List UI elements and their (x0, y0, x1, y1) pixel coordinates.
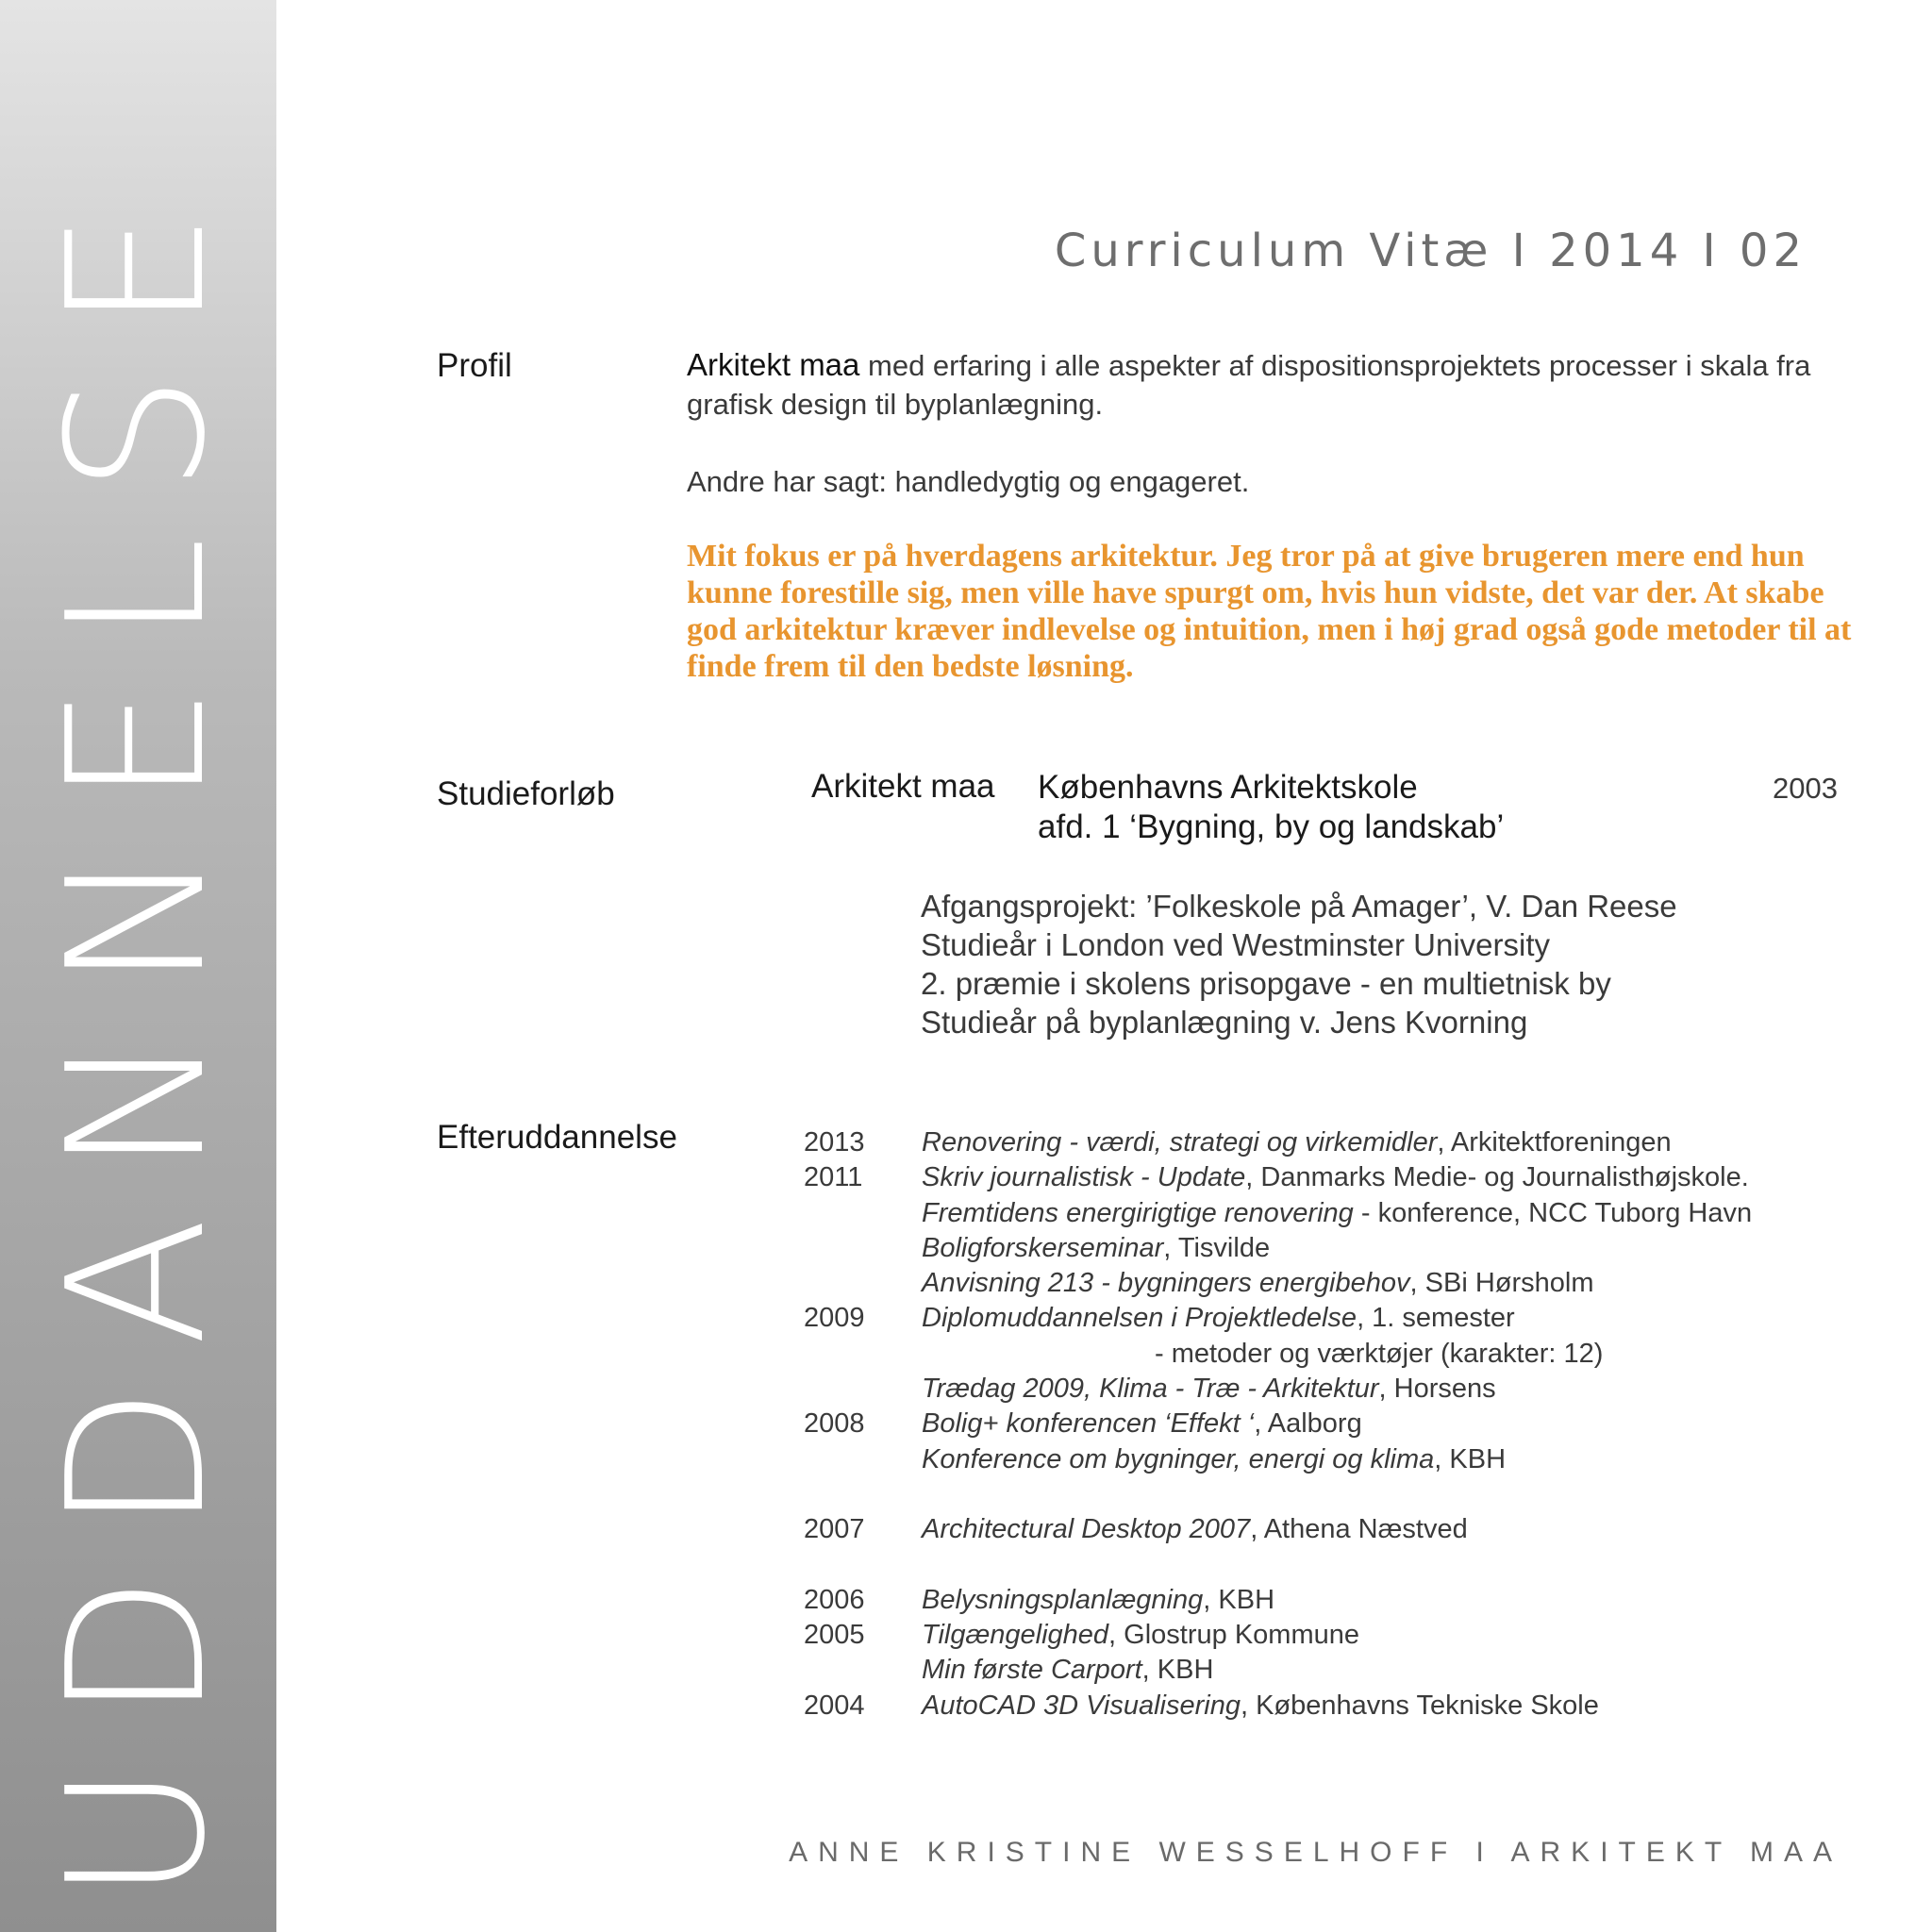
education-year: 2011 (804, 1162, 863, 1193)
study-detail-item: Studieår i London ved Westminster University (921, 927, 1551, 962)
education-year: 2008 (804, 1408, 865, 1440)
study-detail-item: 2. præmie i skolens prisopgave - en multietnisk by (921, 966, 1611, 1001)
education-text (922, 1266, 1594, 1301)
sidebar-band (0, 0, 276, 1932)
education-provider: , 1. semester (1357, 1303, 1515, 1334)
section-title-vertical: UDDANNELSE (27, 167, 247, 1903)
education-title: Anvisning 213 - bygningers energibehov (922, 1268, 1410, 1299)
education-provider: , Glostrup Kommune (1108, 1620, 1359, 1651)
education-title: Trædag 2009, Klima - Træ - Arkitektur (922, 1374, 1379, 1405)
education-year: 2004 (804, 1690, 865, 1721)
education-year: 2009 (804, 1303, 865, 1334)
education-year: 2013 (804, 1127, 865, 1158)
footer-name: ANNE KRISTINE WESSELHOFF I ARKITEKT MAA (789, 1837, 1842, 1868)
study-detail-item: Afgangsprojekt: ’Folkeskole på Amager’, V. Dan Reese (921, 889, 1677, 924)
education-text (922, 1653, 1213, 1688)
education-provider: , KBH (1434, 1443, 1507, 1474)
education-title: Renovering - værdi, strategi og virkemidler (922, 1127, 1438, 1158)
education-provider: , Arkitektforeningen (1437, 1127, 1672, 1158)
education-text (922, 1512, 1468, 1547)
education-text (1155, 1337, 1603, 1372)
profile-lead: Arkitekt maa (687, 347, 860, 382)
profile-text-rest: med erfaring i alle aspekter af dispositionsprojektets processer i skala fra grafisk design til byplanlægning. (687, 349, 1811, 421)
education-title: Konference om bygninger, energi og klima (922, 1443, 1435, 1474)
profile-text-2: Andre har sagt: handledygtig og engageret. (687, 465, 1250, 498)
education-text (922, 1231, 1270, 1266)
education-provider: , Athena Næstved (1250, 1514, 1468, 1545)
education-text (922, 1442, 1506, 1477)
study-department: afd. 1 ‘Bygning, by og landskab’ (1038, 808, 1505, 845)
education-provider: , Danmarks Medie- og Journalisthøjskole. (1245, 1162, 1749, 1193)
profile-label: Profil (437, 347, 512, 384)
education-title: Architectural Desktop 2007 (922, 1514, 1251, 1545)
education-year: 2005 (804, 1620, 865, 1651)
education-text (922, 1301, 1515, 1336)
further-education-label: Efteruddannelse (437, 1119, 677, 1156)
education-title: AutoCAD 3D Visualisering (922, 1690, 1241, 1721)
education-provider: - konference, NCC Tuborg Havn (1353, 1197, 1753, 1228)
education-text (922, 1125, 1672, 1160)
profile-text (687, 345, 1857, 501)
education-text (922, 1160, 1749, 1195)
education-title: Belysningsplanlægning (922, 1584, 1204, 1615)
education-title: Fremtidens energirigtige renovering (922, 1197, 1354, 1228)
education-title: Skriv journalistisk - Update (922, 1162, 1246, 1193)
education-text (922, 1618, 1359, 1653)
education-provider: - metoder og værktøjer (karakter: 12) (1155, 1338, 1604, 1369)
study-year: 2003 (1773, 772, 1838, 805)
study-school (1038, 768, 1504, 847)
education-provider: , SBi Hørsholm (1409, 1268, 1594, 1299)
study-label: Studieforløb (437, 775, 615, 812)
study-school-name: Københavns Arkitektskole (1038, 769, 1418, 806)
education-provider: , KBH (1203, 1584, 1275, 1615)
education-provider: , KBH (1141, 1655, 1214, 1686)
education-year: 2006 (804, 1584, 865, 1615)
cv-header: Curriculum Vitæ I 2014 I 02 (1054, 225, 1807, 277)
education-text (922, 1407, 1362, 1441)
education-title: Tilgængelighed (922, 1620, 1109, 1651)
education-provider: , Tisvilde (1163, 1232, 1271, 1263)
education-year: 2007 (804, 1514, 865, 1545)
education-text (922, 1196, 1752, 1231)
education-title: Min første Carport (922, 1655, 1142, 1686)
education-text (922, 1583, 1274, 1618)
study-detail-item: Studieår på byplanlægning v. Jens Kvorning (921, 1005, 1528, 1040)
education-title: Boligforskerseminar (922, 1232, 1164, 1263)
education-title: Bolig+ konferencen ‘Effekt ‘ (922, 1408, 1255, 1440)
education-provider: , Horsens (1378, 1374, 1496, 1405)
education-text (922, 1689, 1599, 1724)
education-text (922, 1372, 1496, 1407)
study-details (921, 887, 1677, 1041)
education-title: Diplomuddannelsen i Projektledelse (922, 1303, 1357, 1334)
education-provider: , Aalborg (1254, 1408, 1362, 1440)
education-provider: , Københavns Tekniske Skole (1240, 1690, 1599, 1721)
study-degree: Arkitekt maa (811, 768, 995, 805)
profile-quote: Mit fokus er på hverdagens arkitektur. Jeg tror på at give brugeren mere end hun kunne forestille sig, men ville have spurgt om, hvis hun vidste, det var der. At skabe god arkitektur kræver indlevelse og intuition, men i høj grad også gode metoder til at finde frem til den bedste løsning. (687, 539, 1852, 684)
